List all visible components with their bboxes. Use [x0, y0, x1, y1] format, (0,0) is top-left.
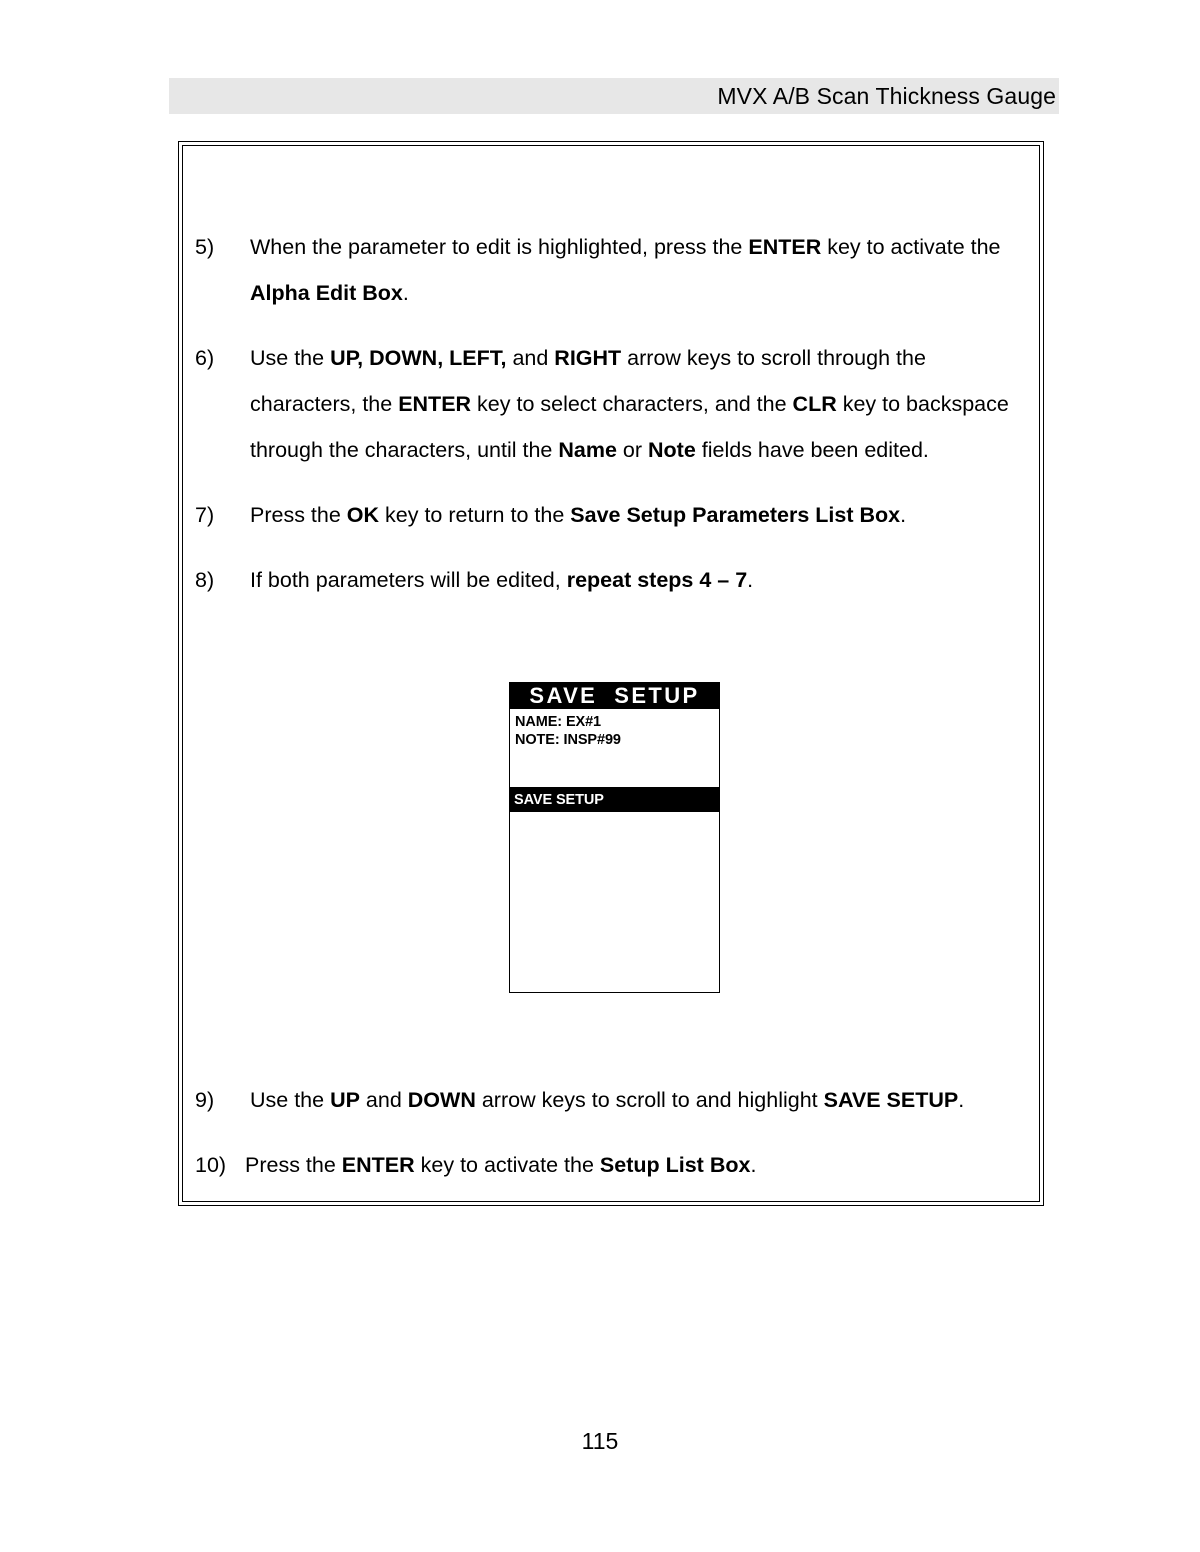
- plain-text: .: [750, 1153, 757, 1177]
- header-title: MVX A/B Scan Thickness Gauge: [717, 82, 1056, 109]
- emphasis-text: DOWN: [407, 1088, 476, 1112]
- step-text: [250, 503, 906, 527]
- emphasis-text: Alpha Edit Box: [250, 281, 403, 305]
- plain-text: key to activate the: [414, 1153, 600, 1177]
- emphasis-text: Save Setup Parameters List Box: [570, 503, 901, 527]
- step-number: 9): [195, 1088, 215, 1112]
- emphasis-text: SAVE SETUP: [823, 1088, 959, 1112]
- emphasis-text: Name: [558, 438, 617, 462]
- instruction-step: [195, 492, 1033, 538]
- emphasis-text: OK: [346, 503, 380, 527]
- device-screen-parameters-panel: [509, 709, 720, 788]
- step-text: [250, 346, 1009, 462]
- content-frame: [178, 141, 1044, 1206]
- device-screen-note-field: NOTE: INSP#99: [515, 732, 621, 748]
- page-number: 115: [581, 1428, 619, 1454]
- plain-text: .: [900, 503, 907, 527]
- plain-text: Press the: [250, 503, 347, 527]
- instruction-step: [195, 224, 1033, 316]
- emphasis-text: UP, DOWN, LEFT,: [330, 346, 507, 370]
- emphasis-text: ENTER: [341, 1153, 415, 1177]
- emphasis-text: UP: [330, 1088, 360, 1112]
- emphasis-text: RIGHT: [554, 346, 622, 370]
- plain-text: and: [506, 346, 555, 370]
- plain-text: key to select characters, and the: [471, 392, 793, 416]
- instruction-steps-lower: [195, 1077, 1033, 1207]
- page-header: [169, 78, 1059, 114]
- emphasis-text: ENTER: [398, 392, 472, 416]
- plain-text: arrow keys to scroll through the characters, the: [250, 346, 926, 416]
- instruction-steps-upper: [195, 224, 1033, 622]
- plain-text: .: [402, 281, 409, 305]
- step-text: [250, 235, 1001, 305]
- emphasis-text: Setup List Box: [599, 1153, 751, 1177]
- plain-text: .: [958, 1088, 965, 1112]
- device-screen-illustration: [509, 682, 720, 993]
- plain-text: and: [359, 1088, 408, 1112]
- emphasis-text: CLR: [792, 392, 837, 416]
- device-screen-list-panel: [509, 812, 720, 993]
- plain-text: or: [616, 438, 648, 462]
- plain-text: Use the: [250, 346, 331, 370]
- plain-text: key to backspace through the characters, until the: [250, 392, 1009, 462]
- step-text: [250, 1088, 964, 1112]
- step-number: 8): [195, 568, 215, 592]
- device-screen-title: SAVE SETUP: [509, 682, 720, 709]
- plain-text: Use the: [250, 1088, 331, 1112]
- step-number: 5): [195, 235, 215, 259]
- plain-text: .: [747, 568, 754, 592]
- emphasis-text: Note: [648, 438, 696, 462]
- step-number: 7): [195, 503, 215, 527]
- instruction-step: [195, 557, 1033, 603]
- plain-text: Press the: [245, 1153, 342, 1177]
- step-text: [250, 568, 753, 592]
- instruction-step: [195, 1077, 1033, 1123]
- step-number: 10): [195, 1153, 227, 1177]
- plain-text: If both parameters will be edited,: [250, 568, 567, 592]
- step-text: [245, 1153, 756, 1177]
- device-screen-name-field: NAME: EX#1: [515, 714, 602, 730]
- plain-text: key to return to the: [379, 503, 571, 527]
- plain-text: When the parameter to edit is highlighted, press the: [250, 235, 749, 259]
- instruction-step: [195, 335, 1033, 473]
- plain-text: arrow keys to scroll to and highlight: [475, 1088, 824, 1112]
- instruction-step: [195, 1142, 1033, 1188]
- emphasis-text: repeat steps 4 – 7: [566, 568, 748, 592]
- plain-text: fields have been edited.: [695, 438, 929, 462]
- step-number: 6): [195, 346, 215, 370]
- device-screen-save-setup-item: SAVE SETUP: [509, 788, 720, 812]
- emphasis-text: ENTER: [748, 235, 822, 259]
- plain-text: key to activate the: [821, 235, 1001, 259]
